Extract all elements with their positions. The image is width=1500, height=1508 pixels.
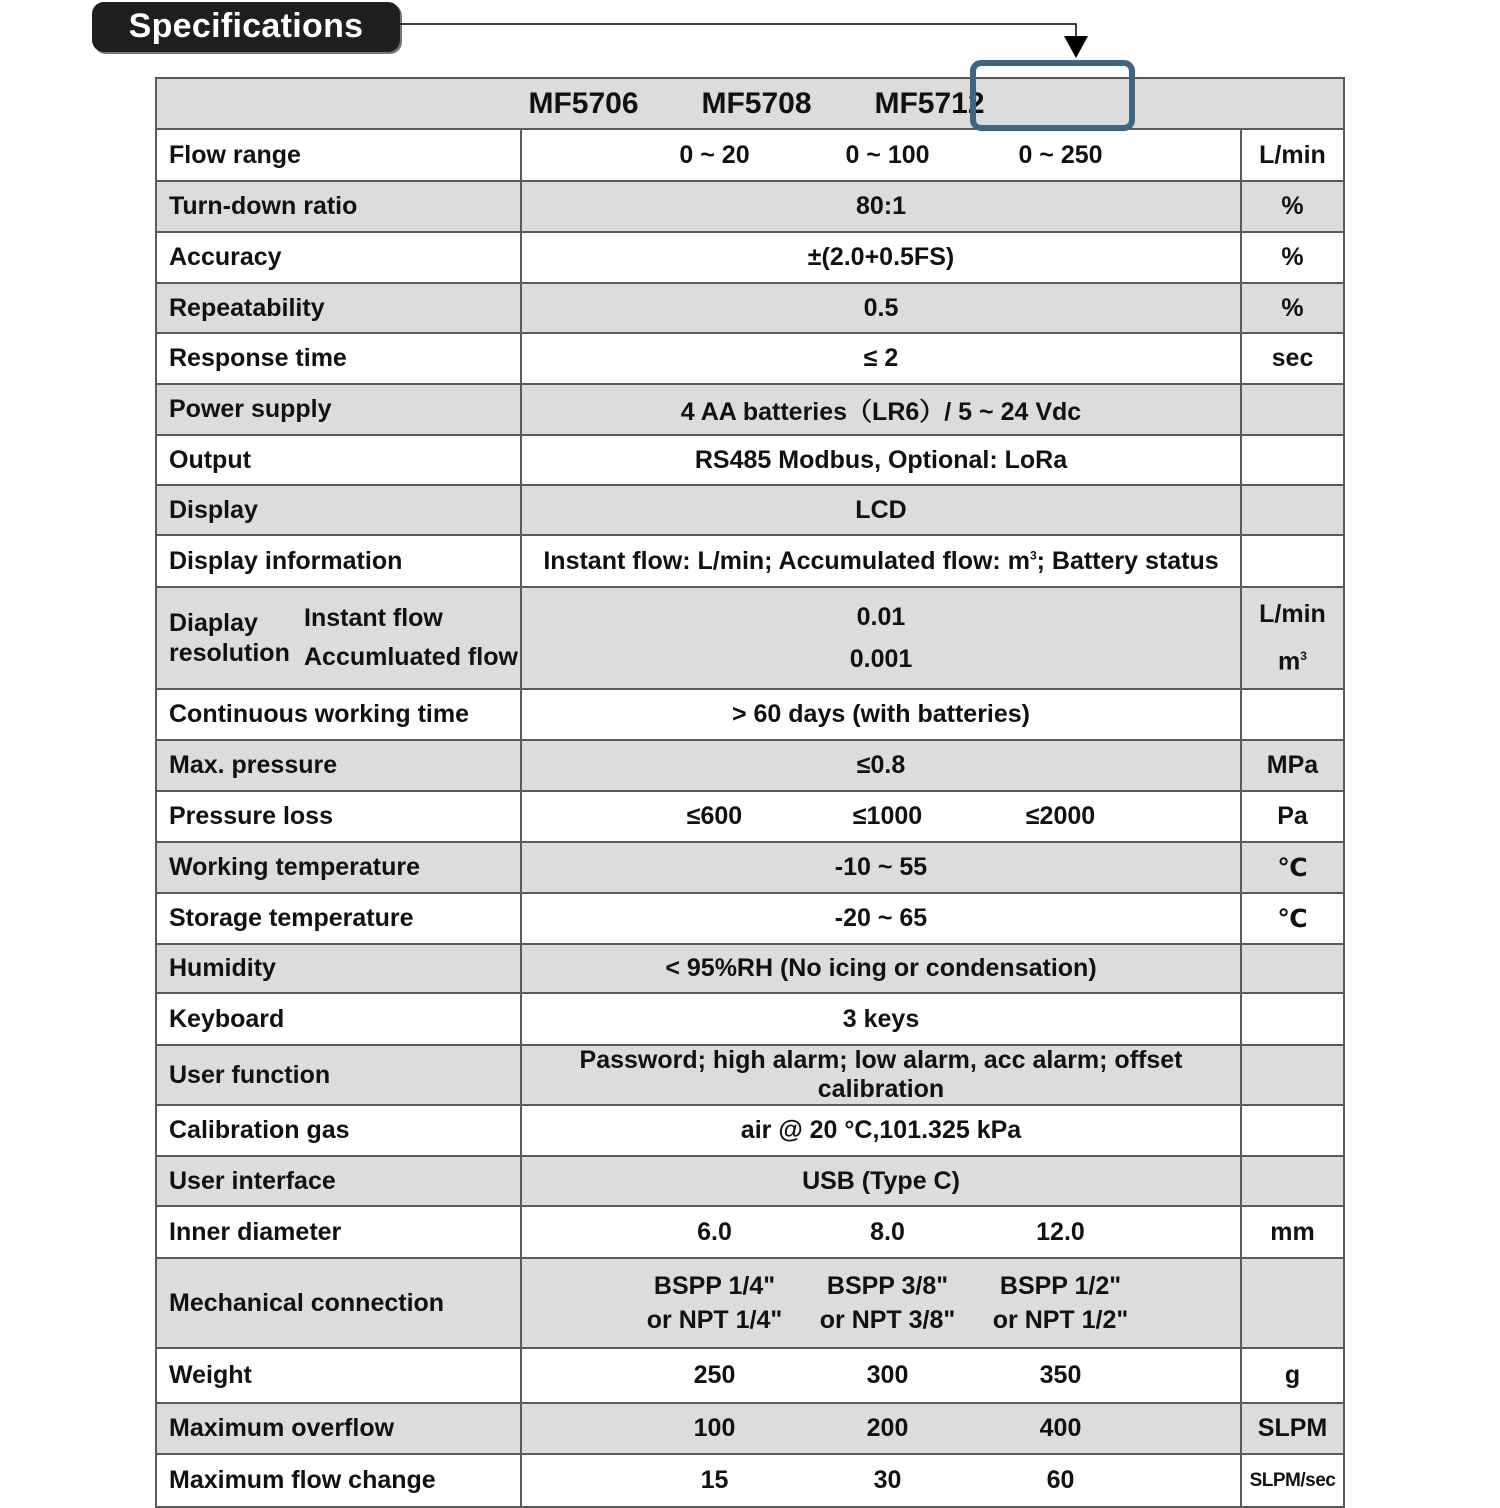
row-max-pressure: Max. pressure ≤0.8 MPa [156,740,1344,791]
row-humidity: Humidity < 95%RH (No icing or condensation) [156,944,1344,993]
row-mechanical-connection: Mechanical connection BSPP 1/4" BSPP 3/8" BSPP 1/2" or NPT 1/4" or NPT 3/8" or NPT 1/2" [156,1258,1344,1348]
page-title: Specifications [92,2,400,52]
row-display-resolution: Diaplay resolution Instant flow Accumluated flow 0.01 0.001 L/min $m^3$ [156,587,1344,689]
model-header-row [156,78,1344,129]
row-power-supply: Power supply 4 AA batteries（LR6）/ 5 ~ 24 Vdc [156,384,1344,435]
row-maximum-overflow: Maximum overflow 100 200 400 SLPM [156,1403,1344,1454]
callout-arrow [0,0,1500,80]
row-keyboard: Keyboard 3 keys [156,993,1344,1045]
row-flow-range: Flow range 0 ~ 20 0 ~ 100 0 ~ 250 L/min [156,129,1344,181]
row-output: Output RS485 Modbus, Optional: LoRa [156,435,1344,485]
row-maximum-flow-change: Maximum flow change 15 30 60 SLPM/sec [156,1454,1344,1507]
model-mf5708: MF5708 [701,86,812,120]
row-continuous-working-time: Continuous working time > 60 days (with batteries) [156,689,1344,740]
row-working-temperature: Working temperature -10 ~ 55 ℃ [156,842,1344,893]
highlight-box-mf5712 [970,60,1135,131]
row-response-time: Response time ≤ 2 sec [156,333,1344,384]
row-calibration-gas: Calibration gas air @ 20 °C,101.325 kPa [156,1105,1344,1156]
row-pressure-loss: Pressure loss ≤600 ≤1000 ≤2000 Pa [156,791,1344,842]
model-mf5706: MF5706 [528,86,639,120]
row-user-function: User function Password; high alarm; low alarm, acc alarm; offset calibration [156,1045,1344,1105]
row-repeatability: Repeatability 0.5 % [156,283,1344,333]
row-user-interface: User interface USB (Type C) [156,1156,1344,1206]
row-accuracy: Accuracy ±(2.0+0.5FS) % [156,232,1344,283]
row-display-information: Display information Instant flow: L/min; Accumulated flow: $m^3$; Battery status [156,535,1344,587]
row-weight: Weight 250 300 350 g [156,1348,1344,1403]
row-storage-temperature: Storage temperature -20 ~ 65 ℃ [156,893,1344,944]
model-mf5712: MF5712 [874,86,985,120]
specifications-table [155,77,1345,1508]
row-turndown-ratio: Turn-down ratio 80:1 % [156,181,1344,232]
row-display: Display LCD [156,485,1344,535]
row-inner-diameter: Inner diameter 6.0 8.0 12.0 mm [156,1206,1344,1258]
